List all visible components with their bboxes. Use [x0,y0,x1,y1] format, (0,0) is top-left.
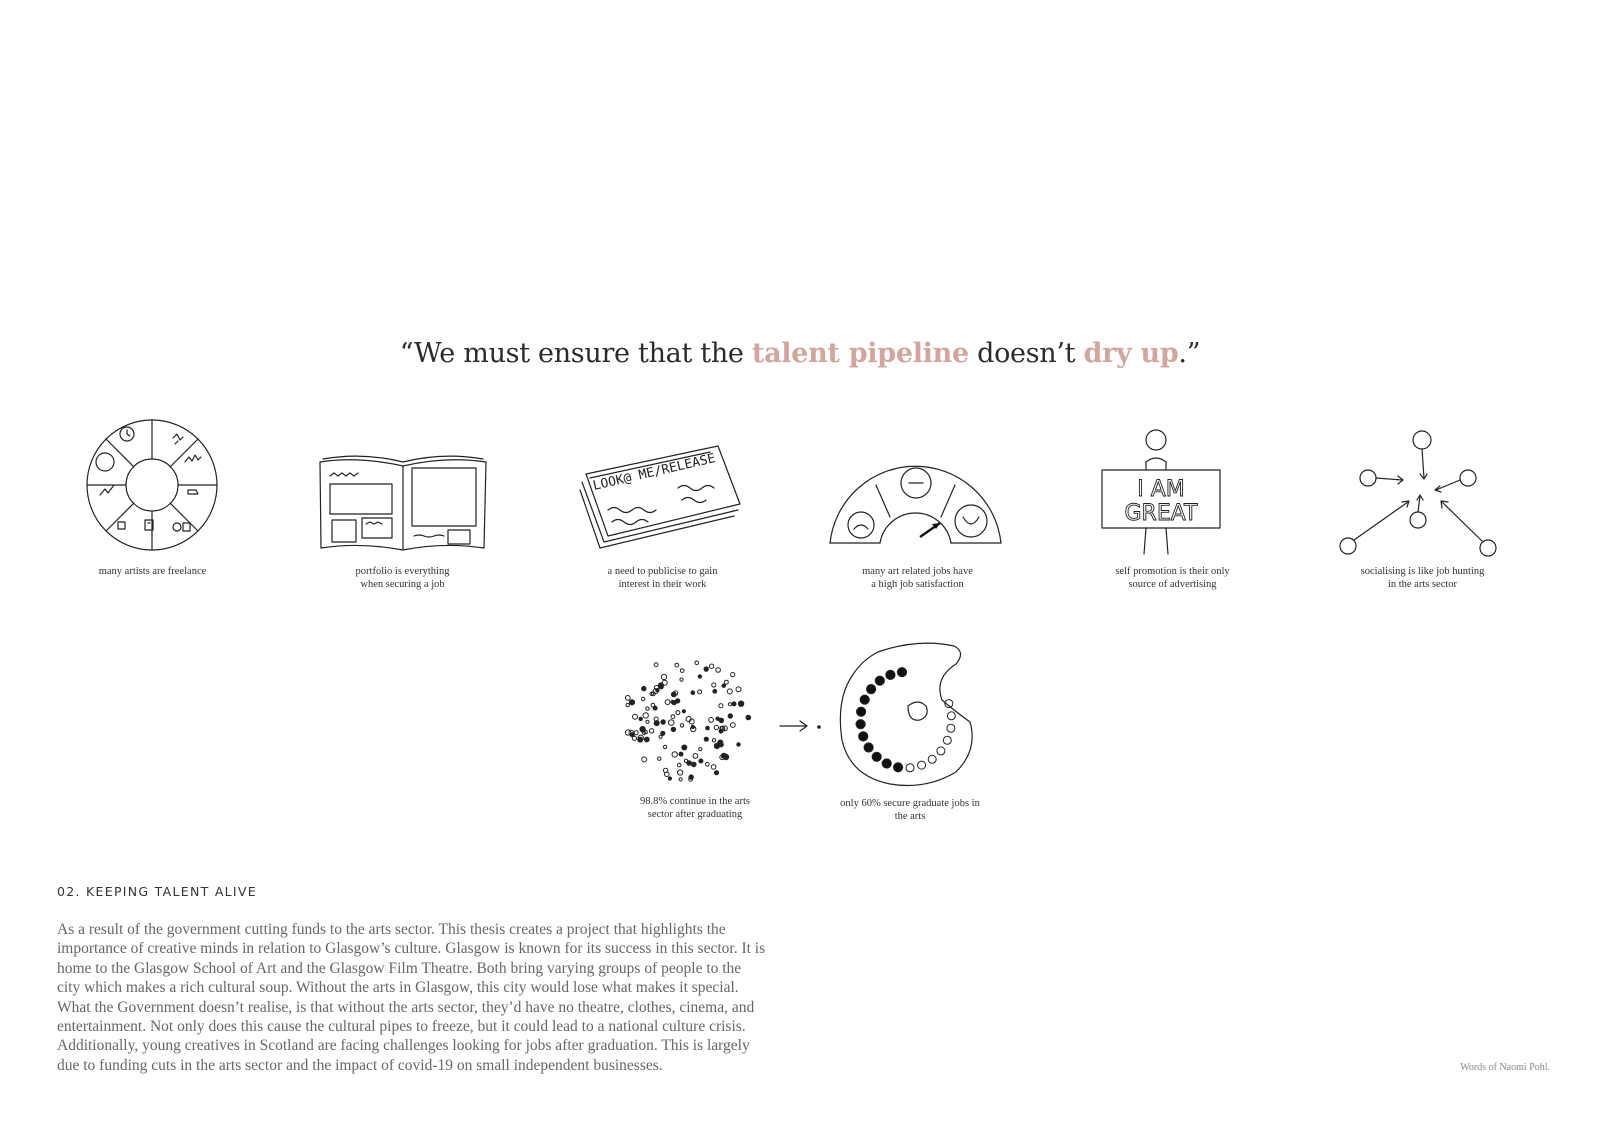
dot [629,700,634,705]
dot [705,762,709,766]
paint-blob-filled [857,707,866,716]
body-line: Additionally, young creatives in Scotland are facing challenges looking for jobs after graduation. This is largely [57,1037,750,1055]
caption-line: the arts [894,810,926,822]
newspaper-icon [578,444,743,550]
quote-highlight-dry-up: dry up [1083,338,1179,369]
paint-blob-filled [886,670,895,679]
dot [661,720,665,724]
caption-line: self promotion is their only [1115,566,1230,577]
section-title: 02. KEEPING TALENT ALIVE [57,884,257,899]
quote-highlight-talent-pipeline: talent pipeline [751,338,969,369]
body-line: importance of creative minds in relation to Glasgow’s culture. Glasgow is known for its success in this sector. It is [57,940,766,958]
network-icon [1338,428,1503,558]
dot [682,745,687,750]
dot [728,703,731,706]
dot [634,731,638,735]
body-line: home to the Glasgow School of Art and the Glasgow Film Theatre. Both bring varying groups of people to the [57,959,742,977]
quote-open: “We must ensure that the [399,338,752,369]
caption-line: socialising is like job hunting [1360,566,1485,577]
dot [677,763,681,767]
caption-graduate-jobs [810,798,1010,823]
dot [663,745,666,748]
dot [682,710,685,713]
sign-line-2: GREAT [1124,501,1198,526]
dot [644,737,649,742]
dot [722,684,725,687]
caption-line: a high job satisfaction [871,578,964,590]
caption-continue [595,796,795,821]
dot [630,733,634,737]
caption-publicise [560,566,765,591]
dot [695,661,699,665]
caption-satisfaction [815,566,1020,591]
freelance-illustration [85,420,220,550]
dot [668,777,671,780]
caption-line: when securing a job [360,578,445,590]
dot [639,717,642,720]
portfolio-icon [318,454,488,552]
dot [713,689,717,693]
dot [711,765,716,770]
body-line: entertainment. Not only does this cause the cultural pipes to freeze, but it could lead to a national culture crisis. [57,1018,746,1036]
dot [680,669,684,673]
arrow-right-icon [778,718,826,734]
dot [678,770,683,775]
networking-illustration [1338,428,1503,558]
dot [714,725,718,729]
dot [646,707,649,710]
dot [679,778,682,781]
dot [716,717,719,720]
dot [692,762,697,767]
dot [671,700,674,703]
dot [714,771,718,775]
dot [727,689,732,694]
paint-blob-filled [882,759,891,768]
body-line: city which makes a rich cultural soup. Without the arts in Glasgow, this city would lose what makes it special. [57,979,739,997]
dot [642,686,646,690]
dot [653,706,657,710]
dot [730,723,735,728]
body-line: As a result of the government cutting funds to the arts sector. This thesis creates a project that highlights the [57,921,726,938]
dot [709,718,714,723]
dot [642,697,645,700]
caption-line: only 60% secure graduate jobs in [840,798,980,809]
paint-blob-empty [943,736,951,744]
paint-blob-filled [894,763,903,772]
dot [731,673,735,677]
caption-self-promotion [1070,566,1275,591]
satisfaction-illustration [828,455,1003,547]
dot [737,743,740,746]
paint-blob-filled [860,695,869,704]
dot [712,739,715,742]
dot [675,663,679,667]
dot [732,702,736,706]
dot [684,759,687,762]
caption-line: 98.8% continue in the arts [640,796,750,807]
paint-blob-empty [947,724,955,732]
dot [671,715,675,719]
dot [665,700,670,705]
dot [642,757,647,762]
quote-mid: doesn’t [968,338,1084,369]
paint-blob-empty [918,761,926,769]
dot [658,683,663,688]
dot [693,754,698,759]
caption-portfolio [300,566,505,591]
paint-blob-filled [859,732,868,741]
caption-line: many art related jobs have [862,566,973,577]
dot [728,714,732,718]
dot [668,720,674,726]
paint-blob-empty [906,764,914,772]
dot [671,727,675,731]
dot [698,690,702,694]
dot [671,692,676,697]
body-paragraph [57,920,797,1075]
satisfaction-gauge-icon [828,455,1003,547]
dot [649,729,653,733]
dot [704,737,708,741]
dot [625,696,630,701]
body-line: What the Government doesn’t realise, is that without the arts sector, they’d have no theatre, clothes, cinema, and [57,998,755,1016]
caption-line: interest in their work [618,578,707,590]
caption-socialising [1320,566,1525,591]
caption-line: portfolio is everything [355,566,450,577]
dot [680,678,683,681]
portfolio-illustration [318,454,488,552]
dot [638,737,643,742]
dot [643,713,648,718]
paint-blob-filled [856,720,865,729]
dot [691,691,695,695]
dot [719,704,723,708]
quote-close: .” [1178,338,1201,369]
dot [672,752,677,757]
dot [706,726,710,730]
dot [658,757,661,760]
dot [704,667,708,671]
dot [736,687,741,692]
freelance-wheel-icon [85,420,220,550]
body-line: due to funding cuts in the arts sector and the impact of covid-19 on small independent businesses. [57,1056,663,1074]
paint-blob-filled [864,743,873,752]
arrow-illustration [778,718,826,734]
caption-line: many artists are freelance [98,566,207,577]
dot [691,725,694,728]
dot [659,735,662,738]
newspaper-illustration [578,444,743,550]
dot [661,731,665,735]
caption-freelance [55,566,250,579]
dot [646,720,649,723]
dot [724,680,728,684]
dot [709,664,713,668]
dot [676,711,680,715]
credit: Words of Naomi Pohl. [1460,1062,1550,1073]
paint-blob-filled [867,685,876,694]
sign-line-1: I AM [1137,477,1185,502]
dot [716,668,721,673]
paint-blob-empty [937,747,945,755]
paint-blob-filled [897,668,906,677]
paint-blob-filled [872,752,881,761]
paint-blob-filled [875,676,884,685]
self-promotion-illustration [1100,428,1225,556]
dot [654,721,659,726]
dot [746,715,751,720]
caption-line: in the arts sector [1387,578,1458,590]
paint-blob-empty [947,712,955,720]
dot [654,663,658,667]
graduate-jobs-illustration [838,640,978,790]
newspaper-headline: LOOK@ ME/RELEASE [591,451,717,494]
dot [699,759,703,763]
dot [680,724,683,727]
caption-line: sector after graduating [647,808,743,820]
palette-icon [838,640,978,790]
dot [712,683,716,687]
dot [633,714,638,719]
dot [698,675,701,678]
dot [718,740,723,745]
paint-blob-empty [928,755,936,763]
sign-holder-icon [1100,428,1225,556]
caption-line: source of advertising [1128,578,1217,590]
dot [626,703,629,706]
dot [679,752,683,756]
pull-quote [0,338,1600,369]
dot [699,748,702,751]
dot [661,674,666,679]
caption-line: a need to publicise to gain [607,566,718,577]
dot [738,701,743,706]
